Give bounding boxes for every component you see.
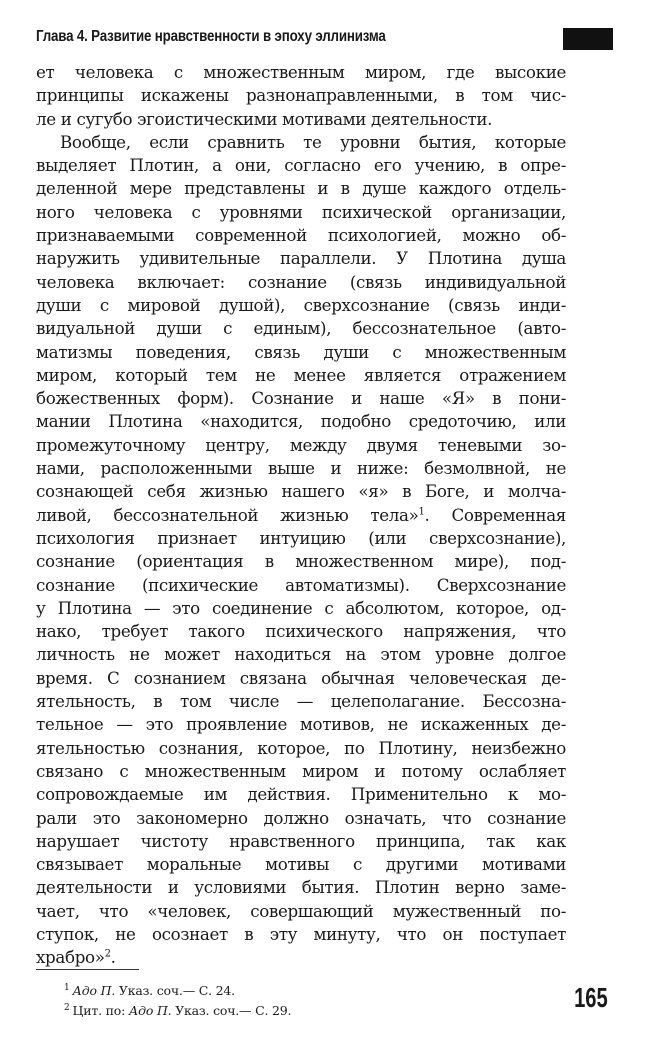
- text-line: признаваемыми современной психологией, можно об-: [36, 225, 566, 246]
- text-fragment: . Современная: [424, 504, 566, 525]
- text-line: Вообще, если сравнить те уровни бытия, которые: [60, 131, 566, 152]
- text-line: у Плотина — это соединение с абсолютом, которое, од-: [36, 597, 566, 618]
- text-line: миром, который тем не менее является отражением: [36, 364, 566, 385]
- text-line: время. С сознанием связана обычная человеческая де-: [36, 667, 566, 688]
- footnote-1: [64, 981, 291, 1001]
- text-line: божественных форм). Сознание и наше «Я» в пони-: [36, 388, 566, 409]
- text-line: личность не может находиться на этом уровне долгое: [36, 644, 566, 665]
- text-line: тельное — это проявление мотивов, не искаженных де-: [36, 714, 566, 735]
- chapter-title: Глава 4. Развитие нравственности в эпоху эллинизма: [36, 28, 386, 45]
- text-line: связывает моральные мотивы с другими мотивами: [36, 854, 566, 875]
- text-line: нами, расположенными выше и ниже: безмолвной, не: [36, 458, 566, 479]
- text-fragment: храбро»: [36, 947, 105, 968]
- text-line: чает, что «человек, совершающий мужественный по-: [36, 900, 566, 921]
- text-line: выделяет Плотин, а они, согласно его учению, в опре-: [36, 155, 566, 176]
- text-line: мании Плотина «находится, подобно средоточию, или: [36, 411, 566, 432]
- running-header: [36, 26, 613, 50]
- text-line: сознание (психические автоматизмы). Сверхсознание: [36, 574, 566, 595]
- footnotes: [64, 981, 291, 1021]
- footnote-text: Указ. соч.— С. 29.: [171, 1003, 292, 1018]
- text-line: связано с множественным миром и потому ослабляет: [36, 760, 566, 781]
- text-line: [36, 946, 566, 969]
- footnote-number: 1: [64, 982, 70, 993]
- text-line: ет человека с множественным миром, где высокие: [36, 62, 566, 82]
- text-line: души с мировой душой), сверхсознание (связь инди-: [36, 294, 566, 315]
- text-line: ного человека с уровнями психической организации,: [36, 201, 566, 222]
- footnote-divider: [36, 969, 139, 970]
- text-line: наружить удивительные параллели. У Плотина душа: [36, 248, 566, 269]
- footnote-ref-1[interactable]: 1: [418, 506, 425, 518]
- footnote-number: 2: [64, 1002, 70, 1013]
- text-fragment: ливой, бессознательной жизнью тела»: [36, 504, 419, 525]
- footnote-author: Адо П.: [72, 983, 116, 998]
- header-black-bar: [563, 28, 613, 50]
- text-line: рали это закономерно должно означать, что сознание: [36, 807, 566, 828]
- text-line: ятельность, в том числе — целеполагание. Бессозна-: [36, 691, 566, 712]
- text-line: матизмы поведения, связь души с множественным: [36, 341, 566, 362]
- text-line: сопровождаемые им действия. Применительно к мо-: [36, 784, 566, 805]
- text-line: нако, требует такого психического напряжения, что: [36, 621, 566, 642]
- text-line: человека включает: сознание (связь индивидуальной: [36, 271, 566, 292]
- text-line: нарушает чистоту нравственного принципа, так как: [36, 830, 566, 851]
- text-line: промежуточному центру, между двумя теневыми зо-: [36, 434, 566, 455]
- text-line: деленной мере представлены и в душе каждого отдель-: [36, 178, 566, 199]
- body-text: [36, 61, 566, 970]
- text-line: деятельности и условиями бытия. Плотин верно заме-: [36, 877, 566, 898]
- text-line: видуальной души с единым), бессознательное (авто-: [36, 318, 566, 339]
- text-line: сознание (ориентация в множественном мире), под-: [36, 551, 566, 572]
- text-line: ле и сугубо эгоистическими мотивами деятельности.: [36, 108, 493, 129]
- text-fragment: .: [110, 947, 116, 968]
- text-line: ятельностью сознания, которое, по Плотину, неизбежно: [36, 737, 566, 758]
- footnote-2: [64, 1001, 291, 1021]
- page-number: 165: [574, 982, 608, 1013]
- footnote-ref-2[interactable]: 2: [104, 948, 111, 960]
- footnote-prefix: Цит. по:: [72, 1003, 129, 1018]
- text-line: [36, 504, 566, 527]
- footnote-text: Указ. соч.— С. 24.: [115, 983, 235, 998]
- text-line: психология признает интуицию (или сверхсознание),: [36, 527, 566, 548]
- text-line: сознающей себя жизнью нашего «я» в Боге, и молча-: [36, 481, 566, 502]
- footnote-author: Адо П.: [128, 1003, 172, 1018]
- text-line: ступок, не осознает в эту минуту, что он поступает: [36, 923, 566, 944]
- text-line: принципы искажены разнонаправленными, в том чис-: [36, 85, 566, 106]
